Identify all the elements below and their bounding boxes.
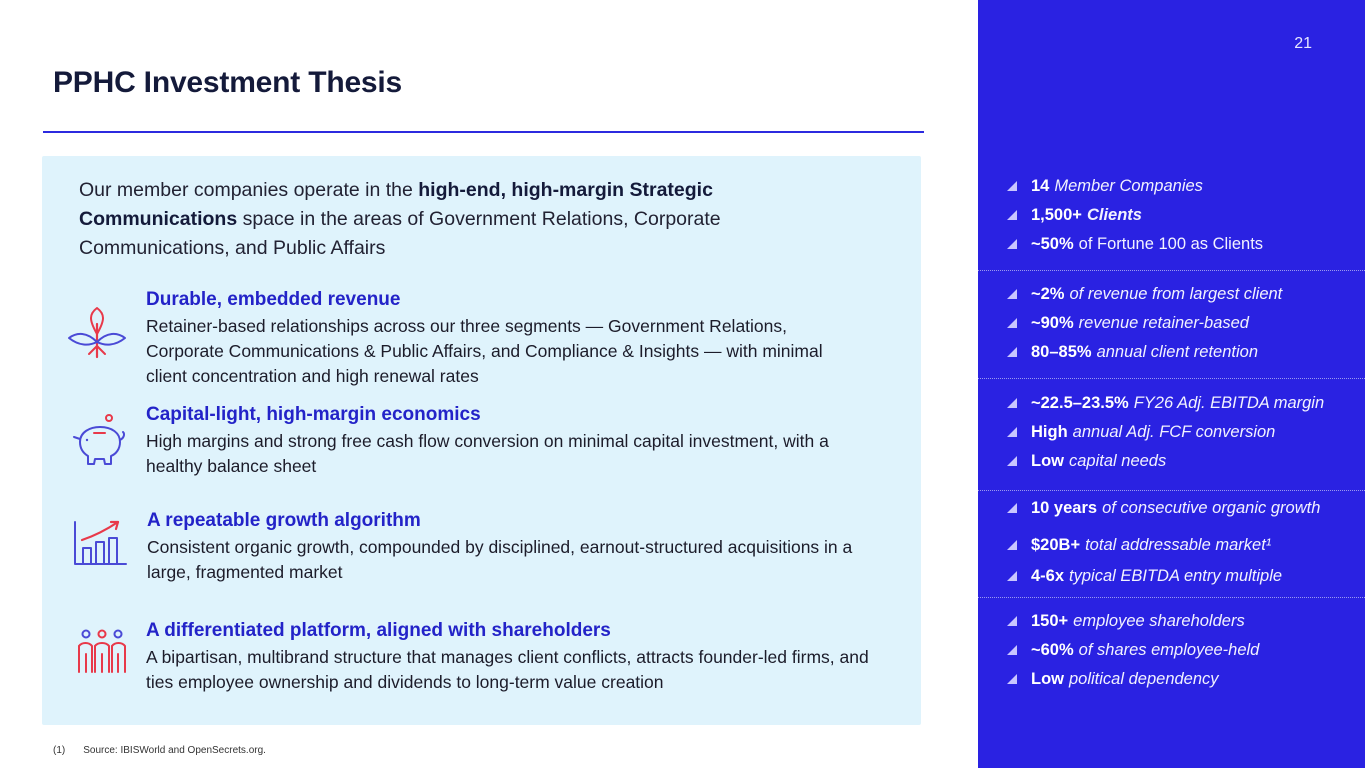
stat-label: typical EBITDA entry multiple xyxy=(1069,566,1283,585)
stat-organic-growth xyxy=(1006,496,1320,520)
stat-group-divider xyxy=(978,270,1365,271)
stat-value: ~2% xyxy=(1031,284,1065,303)
triangle-bullet-icon xyxy=(1006,426,1018,438)
title-divider xyxy=(43,131,924,133)
triangle-bullet-icon xyxy=(1006,570,1018,582)
triangle-bullet-icon xyxy=(1006,397,1018,409)
stat-value: ~50% xyxy=(1031,234,1074,253)
triangle-bullet-icon xyxy=(1006,346,1018,358)
stat-label: annual client retention xyxy=(1096,342,1259,361)
footnote xyxy=(53,745,266,756)
stat-label: Clients xyxy=(1086,205,1142,224)
stat-employee-shareholders xyxy=(1006,609,1245,633)
stat-label: Member Companies xyxy=(1054,176,1203,195)
pillar-heading-differentiated-platform: A differentiated platform, aligned with shareholders xyxy=(146,620,611,641)
stat-value: 1,500+ xyxy=(1031,205,1082,224)
triangle-bullet-icon xyxy=(1006,615,1018,627)
stat-retainer-based xyxy=(1006,311,1249,335)
intro-text-2: space in the areas of Government Relations, Corporate Communications, and Public Affairs xyxy=(79,208,721,259)
stat-political-dependency xyxy=(1006,667,1219,691)
triangle-bullet-icon xyxy=(1006,317,1018,329)
stat-client-retention xyxy=(1006,340,1258,364)
intro-text-1: Our member companies operate in the xyxy=(79,179,419,201)
stat-largest-client xyxy=(1006,282,1282,306)
stat-label: FY26 Adj. EBITDA margin xyxy=(1133,393,1325,412)
plant-sprout-icon xyxy=(67,302,127,362)
pillar-body-capital-light: High margins and strong free cash flow conversion on minimal capital investment, with a healthy balance sheet xyxy=(146,431,829,476)
triangle-bullet-icon xyxy=(1006,238,1018,250)
triangle-bullet-icon xyxy=(1006,502,1018,514)
triangle-bullet-icon xyxy=(1006,644,1018,656)
stat-value: ~60% xyxy=(1031,640,1074,659)
pillar-body-differentiated-platform: A bipartisan, multibrand structure that manages client conflicts, attracts founder-led firms, and ties employee ownership and dividends to long-term value creation xyxy=(146,647,869,692)
triangle-bullet-icon xyxy=(1006,288,1018,300)
triangle-bullet-icon xyxy=(1006,455,1018,467)
stat-value: 10 years xyxy=(1031,498,1098,517)
page-title: PPHC Investment Thesis xyxy=(53,66,403,99)
triangle-bullet-icon xyxy=(1006,539,1018,551)
stat-label: total addressable market¹ xyxy=(1085,535,1272,554)
footnote-number: (1) xyxy=(53,745,66,756)
footnote-text: Source: IBISWorld and OpenSecrets.org. xyxy=(83,745,266,756)
pillar-heading-durable-revenue: Durable, embedded revenue xyxy=(146,289,401,310)
stat-label: political dependency xyxy=(1069,669,1219,688)
stat-value: Low xyxy=(1031,669,1064,688)
stat-value: ~90% xyxy=(1031,313,1074,332)
intro-paragraph xyxy=(79,176,869,263)
stat-value: Low xyxy=(1031,451,1064,470)
stat-value: ~22.5–23.5% xyxy=(1031,393,1129,412)
triangle-bullet-icon xyxy=(1006,673,1018,685)
stat-label: of Fortune 100 as Clients xyxy=(1078,234,1264,253)
pillar-body-durable-revenue: Retainer-based relationships across our three segments — Government Relations, Corporate Communications & Public Affairs, and Compliance & Insights — with minimal client concentration and high renewal rates xyxy=(146,316,823,386)
stat-member-companies xyxy=(1006,174,1203,198)
stat-label: of revenue from largest client xyxy=(1069,284,1283,303)
growth-chart-icon xyxy=(70,518,130,578)
stat-employee-held-shares xyxy=(1006,638,1259,662)
stat-label: revenue retainer-based xyxy=(1078,313,1249,332)
stat-label: of shares employee-held xyxy=(1078,640,1260,659)
stat-addressable-market xyxy=(1006,533,1271,557)
stat-value: 150+ xyxy=(1031,611,1069,630)
stat-group-divider xyxy=(978,490,1365,491)
intro-text-bold: high-end, high-margin Strategic Communications xyxy=(79,179,713,230)
page-number: 21 xyxy=(1294,35,1312,52)
stat-value: 80–85% xyxy=(1031,342,1092,361)
stat-value: 4-6x xyxy=(1031,566,1065,585)
stat-ebitda-margin xyxy=(1006,391,1324,415)
stat-label: annual Adj. FCF conversion xyxy=(1072,422,1276,441)
stat-clients xyxy=(1006,203,1142,227)
stat-group-divider xyxy=(978,597,1365,598)
stat-label: of consecutive organic growth xyxy=(1102,498,1321,517)
pillar-heading-growth-algorithm: A repeatable growth algorithm xyxy=(147,510,421,531)
stat-entry-multiple xyxy=(1006,564,1282,588)
stat-fortune-100 xyxy=(1006,232,1263,256)
people-network-icon xyxy=(72,628,132,688)
stat-value: 14 xyxy=(1031,176,1050,195)
pillar-heading-capital-light: Capital-light, high-margin economics xyxy=(146,404,481,425)
triangle-bullet-icon xyxy=(1006,180,1018,192)
stat-capital-needs xyxy=(1006,449,1166,473)
stat-group-divider xyxy=(978,378,1365,379)
piggy-bank-icon xyxy=(70,412,130,472)
stat-label: employee shareholders xyxy=(1073,611,1245,630)
triangle-bullet-icon xyxy=(1006,209,1018,221)
stat-value: High xyxy=(1031,422,1068,441)
stat-value: $20B+ xyxy=(1031,535,1081,554)
pillar-body-growth-algorithm: Consistent organic growth, compounded by disciplined, earnout-structured acquisitions in a large, fragmented market xyxy=(147,537,853,582)
stat-fcf-conversion xyxy=(1006,420,1275,444)
stat-label: capital needs xyxy=(1069,451,1167,470)
